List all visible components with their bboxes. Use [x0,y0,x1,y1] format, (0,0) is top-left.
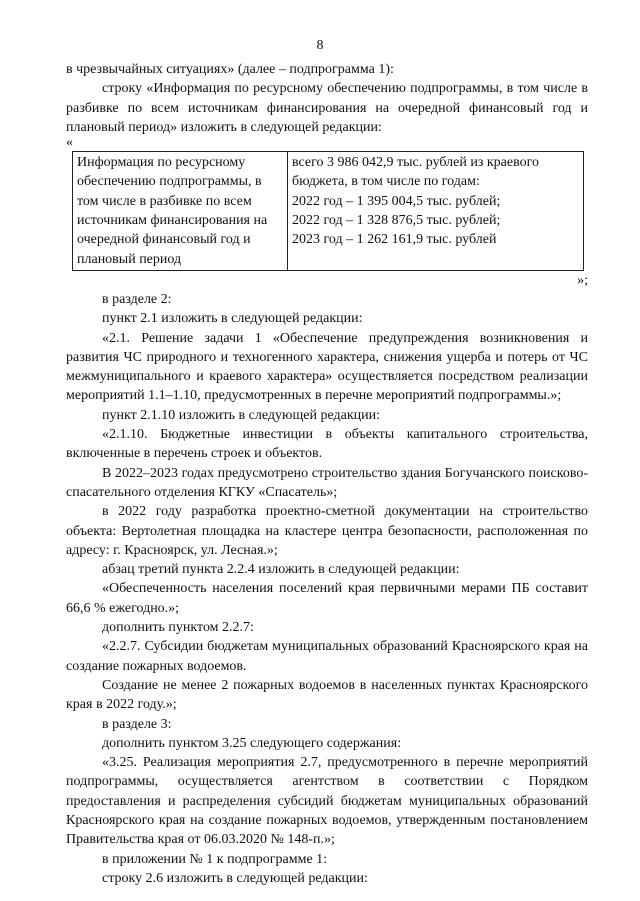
intro-line: в чрезвычайных ситуациях» (далее – подпрограмма 1): [66,62,394,77]
table-cell-values [288,152,584,271]
paragraph: в приложении № 1 к подпрограмме 1: [102,851,328,867]
document-body [66,60,588,888]
paragraph: «3.25. Реализация мероприятия 2.7, предусмотренного в перечне мероприятий подпрограммы, осуществляется агентством в соответствии с Порядком предоставления и распределения субсидий бюджетам муниципальных образований Красноярского края на создание пожарных водоемов, утвержденным постановлением Правительства края от 06.03.2020 № 148-п.»; [66,755,588,848]
paragraph: в разделе 3: [102,716,172,732]
paragraph: в 2022 году разработка проектно-сметной документации на строительство объекта: Вертолетная площадка на кластере центра безопасности, расположенная по адресу: г. Красноярск, ул. Лесная.»; [66,504,588,558]
paragraph: «2.1. Решение задачи 1 «Обеспечение предупреждения возникновения и развития ЧС природного и техногенного характера, снижения ущерба и потерь от ЧС межмуниципального и краевого характера» осуществляется посредством реализации мероприятий 1.1–1.10, предусмотренных в перечне мероприятий подпрограммы.»; [66,330,588,404]
quote-close-mark: »; [577,272,588,288]
table-cell-label: Информация по ресурсному обеспечению подпрограммы, в том числе в разбивке по всем источникам финансирования на очередной финансовый год и плановый период [73,152,288,271]
quote-open-mark: « [66,135,73,151]
paragraph: пункт 2.1 изложить в следующей редакции: [102,311,363,327]
paragraph: Создание не менее 2 пожарных водоемов в населенных пунктах Красноярского края в 2022 году.»; [66,677,588,713]
table-row [73,152,584,271]
paragraph: в разделе 2: [102,291,172,307]
table-value-line: 2023 год – 1 262 161,9 тыс. рублей [292,232,497,248]
paragraph: В 2022–2023 годах предусмотрено строительство здания Богучанского поисково-спасательного отделения КГКУ «Спасатель»; [66,465,588,500]
intro-line: строку «Информация по ресурсному обеспечению подпрограммы, в том числе в разбивке по всем источникам финансирования на очередной финансовый год и плановый период» изложить в следующей редакции: [66,81,588,135]
paragraph: дополнить пунктом 2.2.7: [102,620,254,636]
table-value-line: 2022 год – 1 328 876,5 тыс. рублей; [292,213,501,229]
resource-info-table [72,151,584,271]
table-value-line: 2022 год – 1 395 004,5 тыс. рублей; [292,193,501,209]
paragraph: пункт 2.1.10 изложить в следующей редакции: [102,407,380,423]
paragraph: абзац третий пункта 2.2.4 изложить в следующей редакции: [102,562,460,578]
paragraph: строку 2.6 изложить в следующей редакции: [102,870,368,886]
paragraph: дополнить пунктом 3.25 следующего содержания: [102,735,402,751]
page-number: 8 [316,38,324,53]
paragraph: «2.1.10. Бюджетные инвестиции в объекты капитального строительства, включенные в перечень строек и объектов. [66,427,588,462]
table-value-line: всего 3 986 042,9 тыс. рублей из краевого бюджета, в том числе по годам: [292,155,540,190]
paragraph: «Обеспеченность населения поселений края первичными мерами ПБ составит 66,6 % ежегодно.»; [66,581,588,616]
paragraph: «2.2.7. Субсидии бюджетам муниципальных образований Красноярского края на создание пожарных водоемов. [66,639,588,674]
